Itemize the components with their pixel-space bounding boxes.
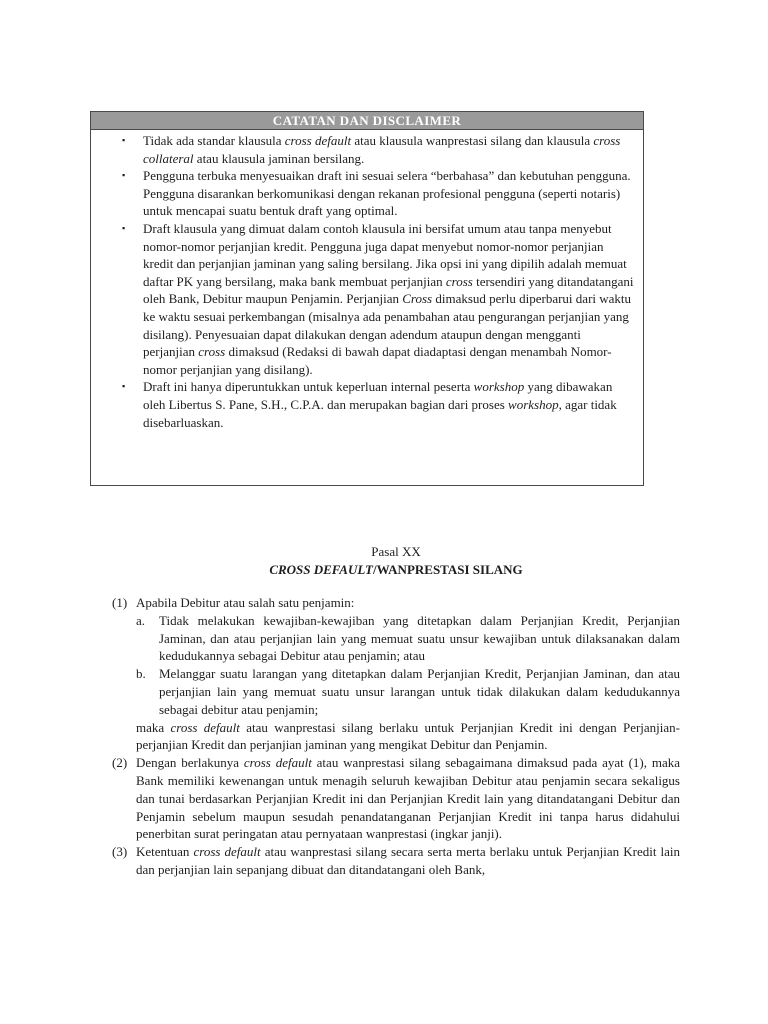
paragraph-number: (3) — [112, 844, 128, 860]
disclaimer-item: ▪ Draft ini hanya diperuntukkan untuk keperluan internal peserta workshop yang dibawakan oleh Libertus S. Pane, S.H., C.P.A. dan merupakan bagian dari proses workshop, agar tidak disebarluaskan. — [122, 379, 617, 430]
sub-item-a — [136, 612, 680, 665]
sub-item-text: Tidak melakukan kewajiban-kewajiban yang ditetapkan dalam Perjanjian Kredit, Perjanjian Jaminan, dan atau perjanjian lain yang memuat suatu unsur kewajiban untuk dilaksanakan dalam kedudukannya sebagai Debitur atau penjamin; atau — [159, 612, 680, 664]
article — [112, 543, 680, 879]
disclaimer-box — [90, 111, 644, 486]
disclaimer-item: ▪ Draft klausula yang dimuat dalam contoh klausula ini bersifat umum atau tanpa menyebut nomor-nomor perjanjian kredit. Pengguna juga dapat menyebut nomor-nomor perjanjian kredit dan perjanjian jaminan yang saling bersilang. Jika opsi ini yang dipilih adalah memuat daftar PK yang bersilang, maka bank membuat perjanjian cross tersendiri yang ditandatangani oleh Bank, Debitur maupun Penjamin. Perjanjian Cross dimaksud perlu diperbarui dari waktu ke waktu sesuai perkembangan (misalnya ada penambahan atau pengurangan perjanjian yang disilang). Penyesuaian dapat dilakukan dengan adendum ataupun dengan mengganti perjanjian cross dimaksud (Redaksi di bawah dapat diadaptasi dengan menambah Nomor-nomor perjanjian yang disilang). — [122, 220, 634, 377]
disclaimer-list — [91, 132, 643, 431]
paragraph-2: (2) Dengan berlakunya cross default atau wanprestasi silang sebagaimana dimaksud pada ayat (1), maka Bank memiliki kewenangan untuk menagih seluruh kewajiban Debitur atau penjamin secara sekaligus dan tunai berdasarkan Perjanjian Kredit ini dan Perjanjian Kredit lain yang ditandatangani Debitur dan Penjamin sebelum maupun sesudah penandatanganan Perjanjian Kredit ini tanpa harus didahului penerbitan surat peringatan atau pernyataan wanprestasi (ingkar janji). — [112, 755, 680, 842]
paragraph-3: (3) Ketentuan cross default atau wanprestasi silang secara serta merta berlaku untuk Perjanjian Kredit lain dan perjanjian lain sepanjang dibuat dan ditandatangani oleh Bank, — [112, 844, 680, 877]
sub-item-b — [136, 665, 680, 718]
paragraph-number: (1) — [112, 595, 128, 610]
disclaimer-title: CATATAN DAN DISCLAIMER — [91, 112, 643, 130]
paragraph-text: Apabila Debitur atau salah satu penjamin: — [136, 595, 355, 610]
bullet-icon: ▪ — [122, 135, 126, 145]
paragraph-conclusion: maka cross default atau wanprestasi silang berlaku untuk Perjanjian Kredit ini dengan Perjanjian-perjanjian Kredit dan perjanjian jaminan yang mengikat Debitur dan Penjamin. — [136, 719, 680, 753]
bullet-icon: ▪ — [122, 222, 126, 233]
bullet-icon: ▪ — [122, 170, 126, 181]
sub-item-letter: b. — [136, 666, 146, 682]
disclaimer-item: ▪ Tidak ada standar klausula cross default atau klausula wanprestasi silang dan klausula cross collateral atau klausula jaminan bersilang. — [122, 133, 621, 166]
bullet-icon: ▪ — [122, 381, 126, 392]
sub-item-text: Melanggar suatu larangan yang ditetapkan dalam Perjanjian Kredit, Perjanjian Jaminan, dan atau perjanjian lain yang memuat suatu unsur larangan untuk tidak dilakukan dalam kedudukannya sebagai debitur atau penjamin; — [159, 666, 680, 717]
pasal-number: Pasal XX — [371, 544, 421, 559]
article-title: CROSS DEFAULT/WANPRESTASI SILANG — [269, 562, 523, 577]
sub-item-letter: a. — [136, 612, 146, 628]
paragraph-number: (2) — [112, 755, 128, 771]
paragraph-1 — [112, 594, 680, 754]
disclaimer-item: ▪ Pengguna terbuka menyesuaikan draft ini sesuai selera “berbahasa” dan kebutuhan pengguna. Pengguna disarankan berkomunikasi dengan rekanan profesional pengguna (seperti notaris) untuk mencapai suatu bentuk draft yang optimal. — [122, 168, 631, 219]
